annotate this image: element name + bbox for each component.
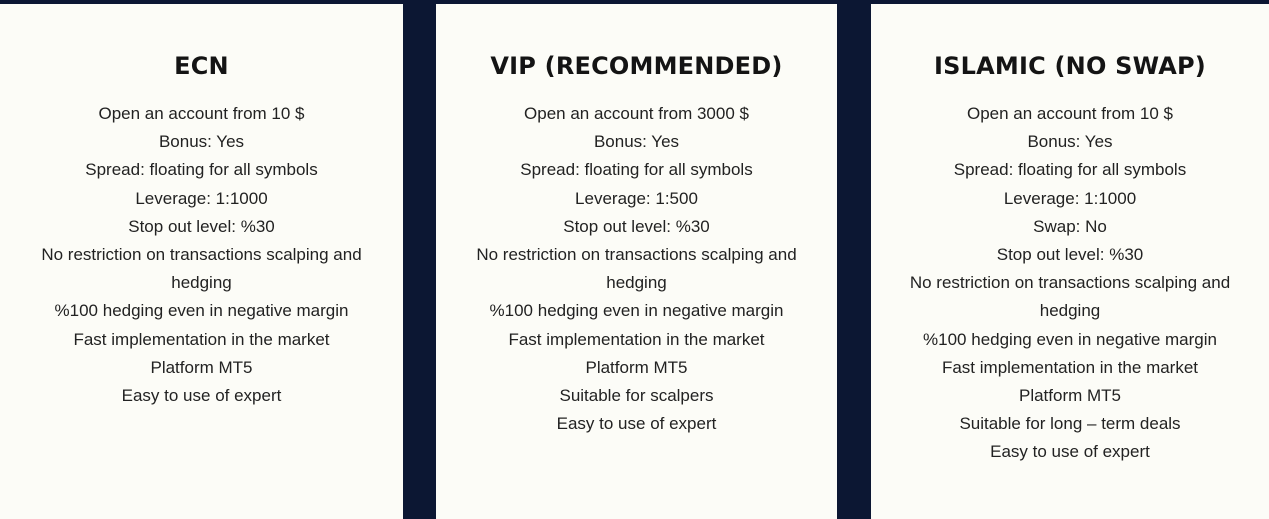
feature-item: Spread: floating for all symbols bbox=[953, 160, 1187, 180]
plan-features-list bbox=[28, 100, 375, 410]
plan-card-islamic bbox=[871, 4, 1269, 519]
feature-item: Stop out level: %30 bbox=[128, 216, 275, 236]
feature-item: Stop out level: %30 bbox=[996, 245, 1144, 265]
plan-card-ecn bbox=[0, 4, 403, 519]
feature-item: Suitable for scalpers bbox=[559, 386, 714, 406]
plan-features-list bbox=[899, 100, 1241, 467]
feature-item: Easy to use of expert bbox=[121, 386, 282, 406]
feature-item: Bonus: Yes bbox=[158, 132, 245, 152]
feature-item: Bonus: Yes bbox=[1027, 132, 1113, 152]
feature-item: Leverage: 1:500 bbox=[575, 188, 698, 208]
feature-item: Bonus: Yes bbox=[593, 132, 680, 152]
feature-item: Platform MT5 bbox=[585, 357, 688, 377]
feature-item: Spread: floating for all symbols bbox=[85, 160, 318, 180]
feature-item: No restriction on transactions scalping and hedging bbox=[909, 273, 1231, 321]
feature-item: %100 hedging even in negative margin bbox=[923, 329, 1217, 349]
plan-card-vip bbox=[436, 4, 837, 519]
feature-item: Fast implementation in the market bbox=[508, 329, 765, 349]
feature-item: Easy to use of expert bbox=[556, 414, 717, 434]
plan-title: VIP (RECOMMENDED) bbox=[490, 52, 783, 80]
feature-item: Stop out level: %30 bbox=[563, 216, 710, 236]
plan-features-list bbox=[464, 100, 809, 438]
feature-item: Platform MT5 bbox=[1018, 386, 1122, 406]
feature-item: Suitable for long – term deals bbox=[959, 414, 1181, 434]
plan-title: ECN bbox=[174, 52, 229, 80]
feature-item: Leverage: 1:1000 bbox=[1003, 188, 1137, 208]
feature-item: Open an account from 10 $ bbox=[98, 104, 305, 123]
feature-item: Fast implementation in the market bbox=[941, 357, 1199, 377]
feature-item: %100 hedging even in negative margin bbox=[489, 301, 784, 321]
feature-item: Spread: floating for all symbols bbox=[520, 160, 753, 180]
plan-title: ISLAMIC (NO SWAP) bbox=[934, 52, 1206, 80]
feature-item: Easy to use of expert bbox=[990, 442, 1150, 462]
feature-item: Platform MT5 bbox=[150, 357, 253, 377]
feature-item: %100 hedging even in negative margin bbox=[54, 301, 349, 321]
feature-item: Leverage: 1:1000 bbox=[135, 188, 268, 208]
feature-item: No restriction on transactions scalping and hedging bbox=[476, 245, 797, 293]
feature-item: Fast implementation in the market bbox=[73, 329, 330, 349]
feature-item: Open an account from 3000 $ bbox=[524, 104, 749, 123]
feature-item: Swap: No bbox=[1033, 216, 1107, 236]
feature-item: No restriction on transactions scalping and hedging bbox=[41, 245, 362, 293]
feature-item: Open an account from 10 $ bbox=[966, 104, 1174, 123]
